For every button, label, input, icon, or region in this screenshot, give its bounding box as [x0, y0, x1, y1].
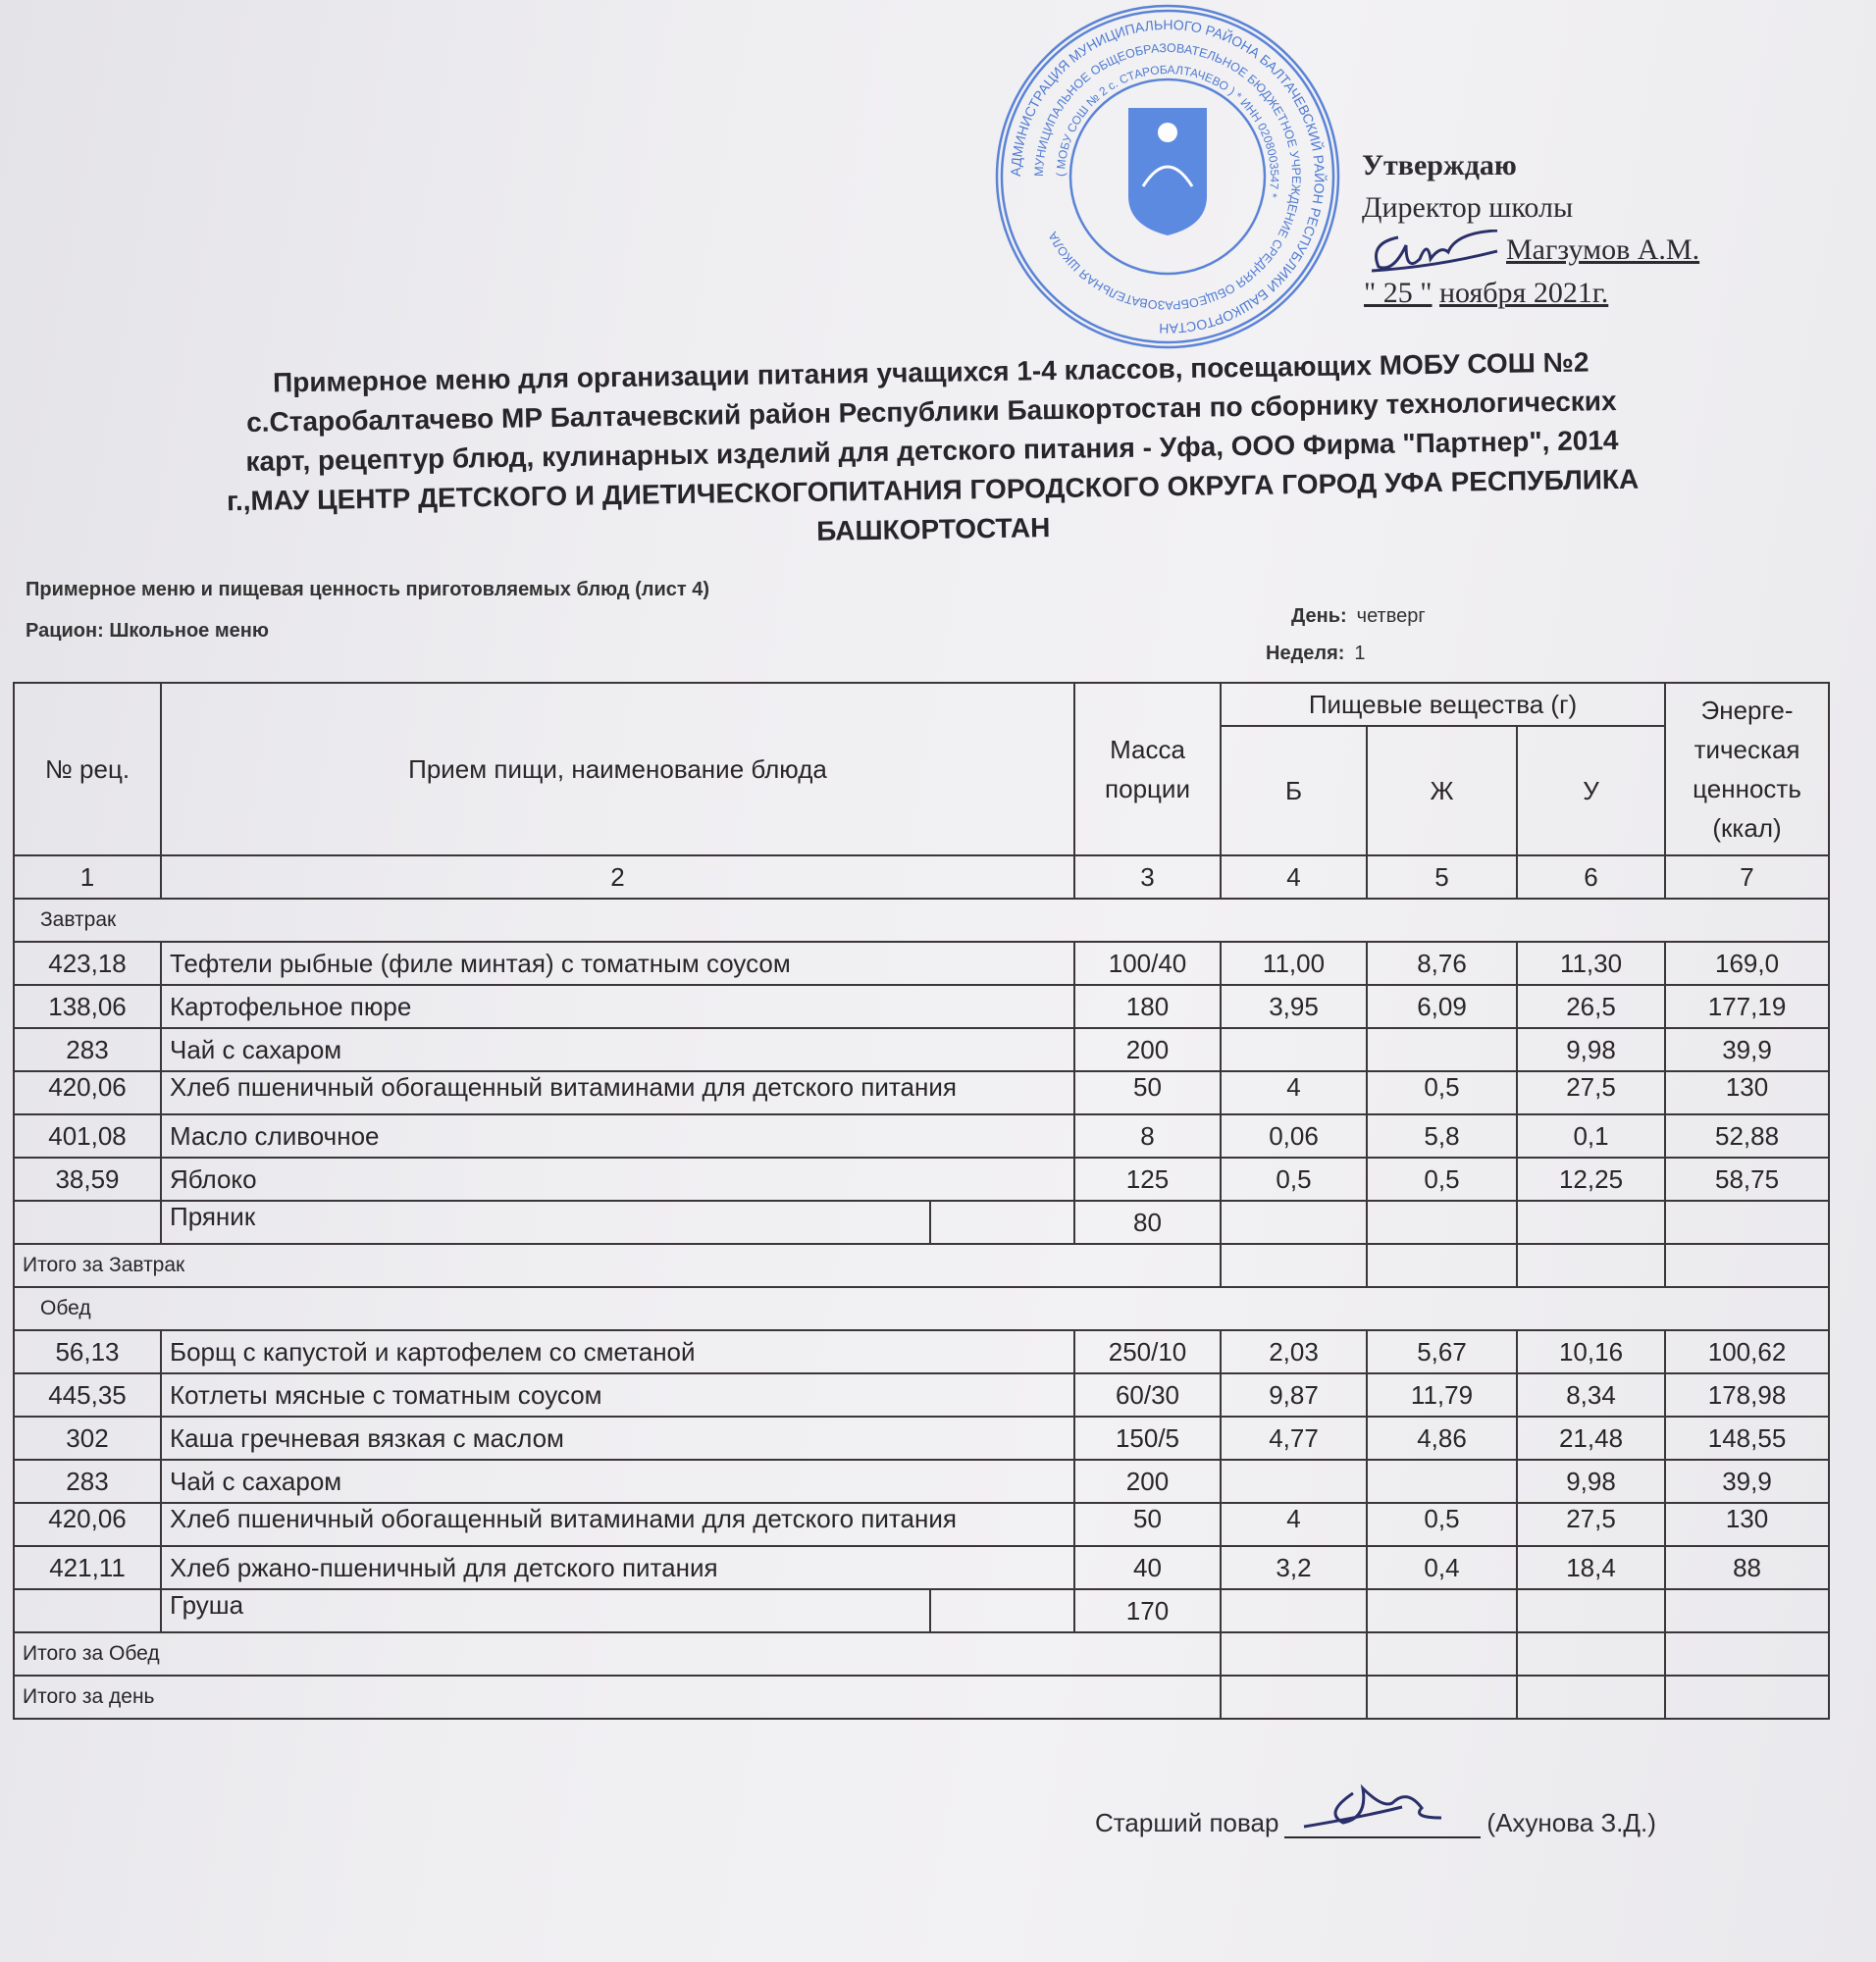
cell-kcal: 52,88 — [1665, 1114, 1829, 1158]
total-cell — [1367, 1676, 1517, 1719]
cell-kcal: 130 — [1665, 1071, 1829, 1114]
total-cell — [1517, 1676, 1665, 1719]
cell-no: 56,13 — [14, 1330, 161, 1373]
cell-zh — [1367, 1589, 1517, 1632]
menu-table — [13, 682, 1830, 1720]
cell-dish: Хлеб пшеничный обогащенный витаминами для детского питания — [161, 1071, 1074, 1114]
cell-mass: 8 — [1074, 1114, 1221, 1158]
cell-zh: 0,5 — [1367, 1071, 1517, 1114]
cell-b — [1221, 1589, 1367, 1632]
svg-text:МУНИЦИПАЛЬНОЕ ОБЩЕОБРАЗОВАТЕЛЬ: МУНИЦИПАЛЬНОЕ ОБЩЕОБРАЗОВАТЕЛЬНОЕ БЮДЖЕТНОЕ УЧРЕЖДЕНИЕ СРЕДНЯЯ ОБЩЕОБРАЗОВАТЕЛЬНАЯ ШКОЛА — [1031, 40, 1304, 313]
col-number: 2 — [161, 855, 1074, 899]
school-seal-stamp — [991, 0, 1344, 353]
cell-u — [1517, 1201, 1665, 1244]
cell-mass: 250/10 — [1074, 1330, 1221, 1373]
table-row — [14, 985, 1829, 1028]
cell-zh: 5,8 — [1367, 1114, 1517, 1158]
table-row — [14, 1589, 1829, 1632]
approval-day: " 25 " — [1364, 277, 1433, 309]
cook-signoff — [1095, 1803, 1656, 1838]
header-mass: Масса порции — [1074, 683, 1221, 855]
approval-month-year: ноября 2021г. — [1439, 277, 1609, 309]
title-line: БАШКОРТОСТАН — [815, 512, 1051, 546]
total-cell — [1665, 1244, 1829, 1287]
director-signature — [1369, 230, 1501, 275]
header-energy: Энерге-тическая ценность (ккал) — [1665, 683, 1829, 855]
table-row — [14, 1071, 1829, 1114]
cell-zh: 5,67 — [1367, 1330, 1517, 1373]
cell-mass: 100/40 — [1074, 942, 1221, 985]
cell-kcal: 100,62 — [1665, 1330, 1829, 1373]
cell-b: 3,2 — [1221, 1546, 1367, 1589]
cell-kcal: 148,55 — [1665, 1417, 1829, 1460]
table-row — [14, 942, 1829, 985]
cell-dish: Чай с сахаром — [161, 1460, 1074, 1503]
cell-kcal — [1665, 1589, 1829, 1632]
cell-kcal: 88 — [1665, 1546, 1829, 1589]
cell-u: 0,1 — [1517, 1114, 1665, 1158]
total-cell — [1517, 1244, 1665, 1287]
cell-dish: Хлеб ржано-пшеничный для детского питания — [161, 1546, 1074, 1589]
cell-zh: 0,5 — [1367, 1158, 1517, 1201]
header-carbs: У — [1517, 726, 1665, 855]
cell-dish: Хлеб пшеничный обогащенный витаминами для детского питания — [161, 1503, 1074, 1546]
cell-kcal: 58,75 — [1665, 1158, 1829, 1201]
total-cell — [1221, 1676, 1367, 1719]
cell-b: 2,03 — [1221, 1330, 1367, 1373]
ration-label: Рацион: — [26, 620, 104, 642]
total-cell — [1665, 1676, 1829, 1719]
svg-text:АДМИНИСТРАЦИЯ МУНИЦИПАЛЬНОГО Р: АДМИНИСТРАЦИЯ МУНИЦИПАЛЬНОГО РАЙОНА БАЛТАЧЕВСКИЙ РАЙОН РЕСПУБЛИКИ БАШКОРТОСТАН — [1007, 16, 1329, 337]
empty-subcell — [929, 1590, 1073, 1631]
cell-u: 27,5 — [1517, 1503, 1665, 1546]
total-cell — [1665, 1632, 1829, 1676]
cell-b — [1221, 1460, 1367, 1503]
table-row — [14, 1546, 1829, 1589]
cook-name: (Ахунова З.Д.) — [1486, 1808, 1656, 1837]
cell-b: 11,00 — [1221, 942, 1367, 985]
total-cell — [1517, 1632, 1665, 1676]
cell-u: 8,34 — [1517, 1373, 1665, 1417]
cell-zh — [1367, 1028, 1517, 1071]
cell-zh — [1367, 1460, 1517, 1503]
cell-kcal: 39,9 — [1665, 1028, 1829, 1071]
cell-zh: 0,5 — [1367, 1503, 1517, 1546]
cell-dish: Каша гречневая вязкая с маслом — [161, 1417, 1074, 1460]
empty-subcell — [929, 1202, 1073, 1243]
day-total-row — [14, 1676, 1829, 1719]
cell-mass: 40 — [1074, 1546, 1221, 1589]
title-line: Примерное меню для организации питания учащихся 1-4 классов, посещающих МОБУ СОШ №2 — [272, 346, 1589, 398]
table-row — [14, 1460, 1829, 1503]
header-fat: Ж — [1367, 726, 1517, 855]
week — [1266, 643, 1366, 665]
total-cell — [1367, 1632, 1517, 1676]
cell-no — [14, 1589, 161, 1632]
cell-dish — [161, 1589, 1074, 1632]
director-name: Магзумов А.М. — [1506, 233, 1700, 266]
day-total-label: Итого за день — [14, 1676, 1221, 1719]
cell-no: 423,18 — [14, 942, 161, 985]
table-row — [14, 1158, 1829, 1201]
cell-mass: 50 — [1074, 1503, 1221, 1546]
cell-dish — [161, 1201, 1074, 1244]
dish-cell-split — [170, 1202, 1066, 1243]
table-row — [14, 1201, 1829, 1244]
cell-mass: 60/30 — [1074, 1373, 1221, 1417]
menu-table-body — [14, 899, 1829, 1719]
cell-u: 9,98 — [1517, 1460, 1665, 1503]
cell-dish: Борщ с капустой и картофелем со сметаной — [161, 1330, 1074, 1373]
svg-text:( МОБУ СОШ № 2 с. СТАРОБАЛТАЧЕ: ( МОБУ СОШ № 2 с. СТАРОБАЛТАЧЕВО ) * ИНН 0208003547 * — [1053, 62, 1282, 199]
col-number: 1 — [14, 855, 161, 899]
cell-no: 38,59 — [14, 1158, 161, 1201]
header-protein: Б — [1221, 726, 1367, 855]
table-row — [14, 1114, 1829, 1158]
col-number: 5 — [1367, 855, 1517, 899]
total-row — [14, 1244, 1829, 1287]
cell-no: 283 — [14, 1460, 161, 1503]
cell-no: 283 — [14, 1028, 161, 1071]
week-label: Неделя: — [1266, 643, 1345, 664]
cell-kcal: 177,19 — [1665, 985, 1829, 1028]
approval-date — [1364, 277, 1608, 310]
cook-signature — [1294, 1780, 1471, 1834]
cook-role: Старший повар — [1095, 1808, 1279, 1837]
cell-dish: Чай с сахаром — [161, 1028, 1074, 1071]
cell-zh: 6,09 — [1367, 985, 1517, 1028]
cell-kcal — [1665, 1201, 1829, 1244]
cell-dish: Яблоко — [161, 1158, 1074, 1201]
cell-zh — [1367, 1201, 1517, 1244]
col-number: 6 — [1517, 855, 1665, 899]
cell-kcal: 169,0 — [1665, 942, 1829, 985]
cell-b: 3,95 — [1221, 985, 1367, 1028]
cell-mass: 50 — [1074, 1071, 1221, 1114]
day — [1291, 605, 1426, 628]
cell-b: 4,77 — [1221, 1417, 1367, 1460]
cell-mass: 200 — [1074, 1460, 1221, 1503]
section-name: Обед — [14, 1287, 1829, 1330]
total-label: Итого за Обед — [14, 1632, 1221, 1676]
cell-kcal: 178,98 — [1665, 1373, 1829, 1417]
table-row — [14, 1503, 1829, 1546]
cell-no: 302 — [14, 1417, 161, 1460]
subtitle: Примерное меню и пищевая ценность приготовляемых блюд (лист 4) — [26, 579, 710, 600]
dish-cell-split — [170, 1590, 1066, 1631]
cell-u: 18,4 — [1517, 1546, 1665, 1589]
cell-u: 27,5 — [1517, 1071, 1665, 1114]
ration-value: Школьное меню — [109, 620, 269, 642]
dish-name: Груша — [170, 1590, 244, 1620]
cell-no: 445,35 — [14, 1373, 161, 1417]
header-nutrients: Пищевые вещества (г) — [1221, 683, 1665, 726]
signature-line — [1284, 1803, 1481, 1838]
approval-role: Директор школы — [1362, 191, 1574, 224]
cell-u: 26,5 — [1517, 985, 1665, 1028]
header-dish: Прием пищи, наименование блюда — [161, 683, 1074, 855]
title-line: с.Старобалтачево МР Балтачевский район Республики Башкортостан по сборнику технологических — [245, 386, 1617, 438]
cell-dish: Картофельное пюре — [161, 985, 1074, 1028]
header-row — [14, 683, 1829, 726]
cell-zh: 0,4 — [1367, 1546, 1517, 1589]
cell-mass: 200 — [1074, 1028, 1221, 1071]
cell-zh: 4,86 — [1367, 1417, 1517, 1460]
cell-mass: 150/5 — [1074, 1417, 1221, 1460]
document-title — [58, 339, 1807, 563]
table-row — [14, 1028, 1829, 1071]
cell-u: 9,98 — [1517, 1028, 1665, 1071]
cell-zh: 11,79 — [1367, 1373, 1517, 1417]
section-name: Завтрак — [14, 899, 1829, 942]
col-number: 3 — [1074, 855, 1221, 899]
cell-mass: 80 — [1074, 1201, 1221, 1244]
cell-u — [1517, 1589, 1665, 1632]
column-number-row — [14, 855, 1829, 899]
cell-kcal: 130 — [1665, 1503, 1829, 1546]
cell-mass: 170 — [1074, 1589, 1221, 1632]
total-row — [14, 1632, 1829, 1676]
total-cell — [1221, 1244, 1367, 1287]
cell-u: 21,48 — [1517, 1417, 1665, 1460]
total-cell — [1221, 1632, 1367, 1676]
cell-dish: Тефтели рыбные (филе минтая) с томатным соусом — [161, 942, 1074, 985]
approval-title: Утверждаю — [1362, 149, 1517, 181]
total-label: Итого за Завтрак — [14, 1244, 1221, 1287]
cell-no — [14, 1201, 161, 1244]
cell-mass: 125 — [1074, 1158, 1221, 1201]
dish-name: Пряник — [170, 1202, 256, 1231]
cell-b — [1221, 1201, 1367, 1244]
cell-u: 12,25 — [1517, 1158, 1665, 1201]
cell-b: 4 — [1221, 1071, 1367, 1114]
cell-b: 0,06 — [1221, 1114, 1367, 1158]
col-number: 7 — [1665, 855, 1829, 899]
cell-u: 10,16 — [1517, 1330, 1665, 1373]
total-cell — [1367, 1244, 1517, 1287]
cell-no: 420,06 — [14, 1071, 161, 1114]
cell-dish: Котлеты мясные с томатным соусом — [161, 1373, 1074, 1417]
cell-b — [1221, 1028, 1367, 1071]
day-value: четверг — [1356, 605, 1426, 627]
table-row — [14, 1373, 1829, 1417]
cell-b: 4 — [1221, 1503, 1367, 1546]
section-row — [14, 899, 1829, 942]
title-line: г.,МАУ ЦЕНТР ДЕТСКОГО И ДИЕТИЧЕСКОГОПИТАНИЯ ГОРОДСКОГО ОКРУГА ГОРОД УФА РЕСПУБЛИКА — [226, 463, 1640, 517]
cell-kcal: 39,9 — [1665, 1460, 1829, 1503]
table-row — [14, 1417, 1829, 1460]
col-number: 4 — [1221, 855, 1367, 899]
cell-no: 420,06 — [14, 1503, 161, 1546]
section-row — [14, 1287, 1829, 1330]
title-line: карт, рецептур блюд, кулинарных изделий для детского питания - Уфа, ООО Фирма "Партнер", 2014 — [245, 425, 1619, 477]
cell-dish: Масло сливочное — [161, 1114, 1074, 1158]
ration — [26, 620, 269, 643]
cell-no: 138,06 — [14, 985, 161, 1028]
day-label: День: — [1291, 605, 1347, 627]
header-recipe-no: № рец. — [14, 683, 161, 855]
cell-zh: 8,76 — [1367, 942, 1517, 985]
week-value: 1 — [1354, 643, 1366, 664]
cell-b: 0,5 — [1221, 1158, 1367, 1201]
cell-no: 421,11 — [14, 1546, 161, 1589]
cell-no: 401,08 — [14, 1114, 161, 1158]
cell-b: 9,87 — [1221, 1373, 1367, 1417]
cell-u: 11,30 — [1517, 942, 1665, 985]
table-row — [14, 1330, 1829, 1373]
cell-mass: 180 — [1074, 985, 1221, 1028]
